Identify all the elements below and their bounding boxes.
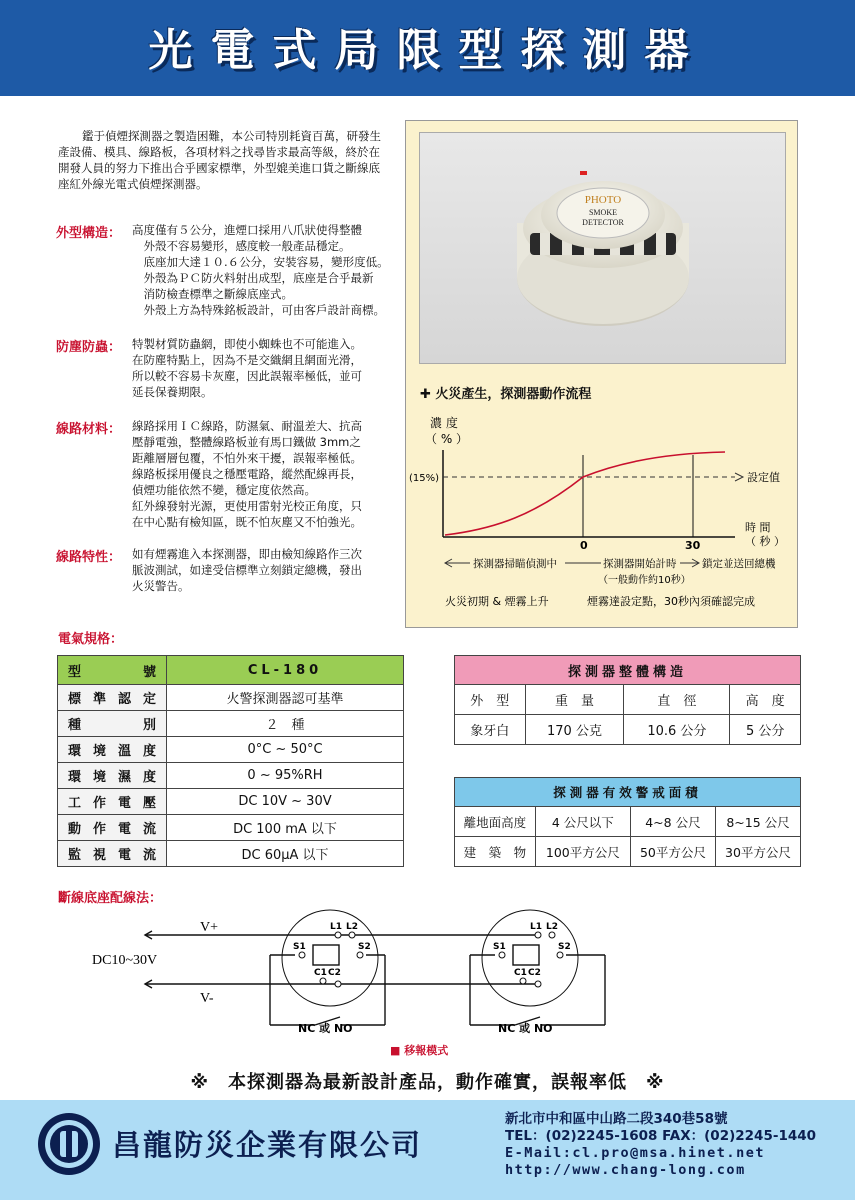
table-row: [455, 807, 801, 837]
table-row: [58, 711, 404, 737]
spec-header-model: CL-180: [167, 656, 404, 685]
terminal-c1: C1: [314, 968, 327, 978]
x-label-unit: （ 秒 ）: [745, 535, 785, 548]
text-line: 壓靜電強，整體線路板並有馬口鐵做 3mm之: [132, 435, 361, 449]
text-line: 距離層層包覆，不怕外來干擾，誤報率極低。: [132, 451, 362, 465]
spec-key: 環境溫度: [58, 737, 167, 763]
bottom-note: ※ 本探測器為最新設計產品，動作確實，誤報率低 ※: [190, 1072, 665, 1093]
structure-header: 高 度: [730, 685, 801, 715]
flow-title: ✚ 火災產生，探測器動作流程: [420, 387, 592, 402]
structure-header: 重 量: [525, 685, 624, 715]
tick-0: 0: [580, 539, 588, 552]
phase-timing-note: （一般動作約10秒）: [598, 575, 691, 586]
table-row: [58, 685, 404, 711]
intro-paragraph: 鑑于偵煙探測器之製造困難，本公司特別耗資百萬，研發生產設備、模具、線路板，各項材料之找尋皆求最高等級，終於在開發人員的努力下推出合乎國家標準，外型媲美進口貨之斷線底座紅外線光電式偵煙探測器。: [58, 129, 381, 191]
section-body-dustproof: [132, 336, 390, 400]
section-title-circuit-material: 線路材料：: [56, 422, 122, 437]
structure-value: 170 公克: [525, 715, 624, 745]
vminus-label: V-: [200, 991, 214, 1006]
text-line: 在中心點有檢知區，既不怕灰塵又不怕強光。: [132, 515, 362, 529]
table-row: [455, 685, 801, 715]
table-row: [58, 789, 404, 815]
flow-ylabel: 濃 度: [430, 416, 458, 430]
text-line: 紅外線發射光源，更使用雷射光校正角度，只: [132, 499, 362, 513]
label-photo: PHOTO: [584, 194, 622, 206]
spec-header-key: 型 號: [58, 656, 167, 685]
address: 新北市中和區中山路二段340巷58號: [505, 1111, 728, 1127]
text-line: 延長保養期限。: [132, 385, 213, 399]
flow-bottom-left: 火災初期 & 煙霧上升: [445, 595, 549, 608]
spec-table: [57, 655, 404, 867]
structure-value: 10.6 公分: [624, 715, 730, 745]
area-table: [454, 777, 801, 867]
terminal-l2: L2: [546, 922, 558, 932]
area-value: 50平方公尺: [630, 837, 715, 867]
spec-key: 工作電壓: [58, 789, 167, 815]
terminal-l1: L1: [530, 922, 542, 932]
nc-no-label-2: NC 或 NO: [498, 1022, 553, 1035]
terminal-s1: S1: [293, 942, 306, 952]
product-photo: [419, 132, 786, 364]
section-body-circuit-material: [132, 418, 394, 530]
spec-key: 監視電流: [58, 841, 167, 867]
phone-fax: TEL：(02)2245-1608 FAX：(02)2245-1440: [505, 1128, 817, 1144]
phase-scanning: 探測器掃瞄偵測中: [473, 558, 557, 570]
label-smoke: SMOKE: [588, 208, 618, 217]
area-value: 8~15 公尺: [715, 807, 800, 837]
x-label: 時 間: [745, 521, 771, 534]
text-line: 脈波測試，如達受信標準立刻鎖定總機，發出: [132, 563, 362, 577]
nc-no-label-1: NC 或 NO: [298, 1022, 353, 1035]
threshold-label: (15%): [409, 473, 440, 484]
structure-value: 象牙白: [455, 715, 526, 745]
smoke-detector-icon: [420, 133, 785, 363]
tick-30: 30: [685, 539, 701, 552]
area-title: 探測器有效警戒面積: [455, 778, 801, 807]
structure-header: 外 型: [455, 685, 526, 715]
spec-value: 0 ~ 95%RH: [167, 763, 404, 789]
area-value: 30平方公尺: [715, 837, 800, 867]
flow-bottom-right: 煙霧達設定點，30秒內須確認完成: [587, 595, 755, 608]
phase-lock: 鎖定並送回總機: [702, 558, 776, 570]
label-detector: DETECTOR: [582, 218, 624, 227]
terminal-l2: L2: [346, 922, 358, 932]
text-line: 火災警告。: [132, 579, 190, 593]
spec-key: 環境濕度: [58, 763, 167, 789]
text-line: 如有煙霧進入本探測器，即由檢知線路作三次: [132, 547, 362, 561]
terminal-s2: S2: [558, 942, 571, 952]
table-row: [455, 778, 801, 807]
structure-title: 探測器整體構造: [455, 656, 801, 685]
terminal-s1: S1: [493, 942, 506, 952]
page-title: 光電式局限型探測器: [148, 25, 707, 76]
section-body-circuit-feature: [132, 546, 394, 594]
dc-label: DC10~30V: [92, 953, 158, 968]
terminal-s2: S2: [358, 942, 371, 952]
spec-key: 標準認定: [58, 685, 167, 711]
area-value: 4 公尺以下: [535, 807, 630, 837]
email-link[interactable]: E-Mail:cl.pro@msa.hinet.net: [505, 1145, 765, 1161]
text-line: 偵煙功能依然不變，穩定度依然高。: [132, 483, 316, 497]
area-key: 建 築 物: [455, 837, 536, 867]
spec-value: DC 100 mA 以下: [167, 815, 404, 841]
section-body-appearance: [132, 222, 400, 318]
spec-title: 電氣規格：: [58, 632, 124, 647]
section-title-dustproof: 防塵防蟲：: [56, 340, 122, 355]
section-title-circuit-feature: 線路特性：: [56, 550, 122, 565]
contact-block: [505, 1111, 816, 1179]
vplus-label: V+: [200, 920, 219, 935]
text-line: 在防塵特點上，因為不是交織網且網面光滑，: [132, 353, 362, 367]
spec-key: 種 別: [58, 711, 167, 737]
wiring-title: 斷線底座配線法：: [58, 891, 163, 906]
spec-value: DC 10V ~ 30V: [167, 789, 404, 815]
text-line: 特製材質防蟲網，即使小蜘蛛也不可能進入。: [132, 337, 362, 351]
website-link[interactable]: http://www.chang-long.com: [505, 1162, 746, 1178]
text-line: 外殼不容易變形，感度較一般產品穩定。: [143, 239, 351, 253]
table-row: [58, 656, 404, 685]
wiring-diagram: [80, 905, 620, 1065]
text-line: 底座加大達１０.６公分，安裝容易，變形度低。: [143, 255, 389, 269]
text-line: 線路板採用優良之穩壓電路，縱然配線再長，: [132, 467, 362, 481]
text-line: 外殼上方為特殊銘板設計，可由客戶設計商標。: [143, 303, 385, 317]
area-key: 離地面高度: [455, 807, 536, 837]
spec-value: 0°C ~ 50°C: [167, 737, 404, 763]
spec-key: 動作電流: [58, 815, 167, 841]
table-row: [455, 656, 801, 685]
text-line: 所以較不容易卡灰塵，因此誤報率極低，並可: [132, 369, 362, 383]
table-row: [455, 837, 801, 867]
section-title-appearance: 外型構造：: [56, 226, 122, 241]
flow-diagram: [405, 405, 796, 626]
table-row: [58, 815, 404, 841]
flow-ylabel-unit: （ % ）: [425, 432, 469, 446]
company-name: 昌龍防災企業有限公司: [112, 1128, 423, 1162]
structure-value: 5 公分: [730, 715, 801, 745]
spec-value: ２ 種: [167, 711, 404, 737]
text-line: 線路採用ＩＣ線路，防濕氣、耐溫差大、抗高: [132, 419, 362, 433]
terminal-l1: L1: [330, 922, 342, 932]
table-row: [58, 841, 404, 867]
relay-mode-label: ■ 移報模式: [390, 1044, 449, 1057]
area-value: 100平方公尺: [535, 837, 630, 867]
structure-table: [454, 655, 801, 745]
spec-value: DC 60μA 以下: [167, 841, 404, 867]
terminal-c2: C2: [528, 968, 541, 978]
text-line: 消防檢查標準之斷線底座式。: [143, 287, 293, 301]
area-value: 4~8 公尺: [630, 807, 715, 837]
terminal-c1: C1: [514, 968, 527, 978]
spec-value: 火警探測器認可基準: [167, 685, 404, 711]
table-row: [58, 737, 404, 763]
phase-timing: 探測器開始計時: [603, 558, 677, 570]
text-line: 高度僅有５公分，進煙口採用八爪狀使得整體: [132, 223, 362, 237]
terminal-c2: C2: [328, 968, 341, 978]
setpoint-label: 設定值: [747, 471, 780, 484]
table-row: [58, 763, 404, 789]
structure-header: 直 徑: [624, 685, 730, 715]
company-logo-icon: [36, 1111, 102, 1177]
table-row: [455, 715, 801, 745]
text-line: 外殼為ＰＣ防火料射出成型，底座是合乎最新: [143, 271, 374, 285]
